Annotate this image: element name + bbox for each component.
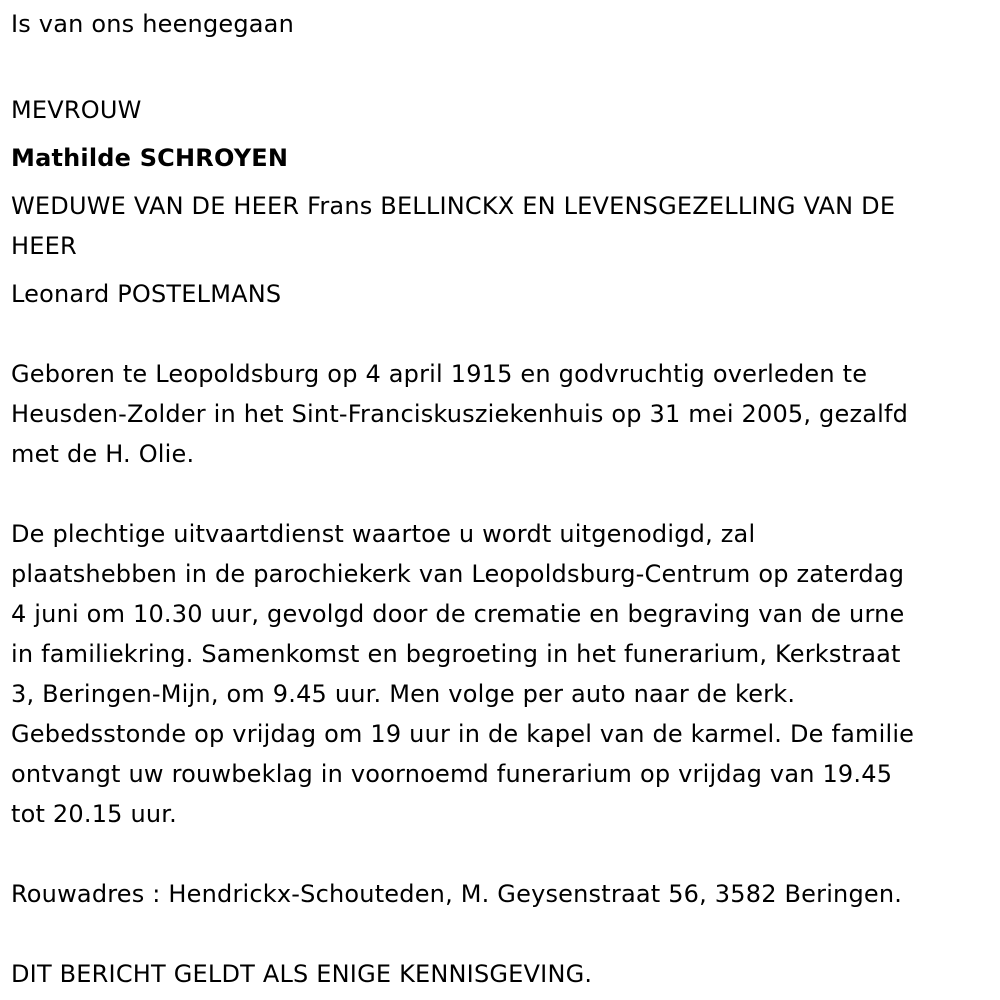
mourning-address: Rouwadres : Hendrickx-Schouteden, M. Geysenstraat 56, 3582 Beringen.: [11, 880, 903, 908]
spacer: [11, 178, 989, 186]
ceremony-line: plaatshebben in de parochiekerk van Leopoldsburg-Centrum op zaterdag: [11, 560, 905, 588]
birth-death-line: met de H. Olie.: [11, 440, 195, 468]
spacer: [11, 314, 989, 354]
relation-line-1: WEDUWE VAN DE HEER Frans BELLINCKX EN LEVENSGEZELLING VAN DE: [11, 192, 896, 220]
obituary-notice: [11, 0, 989, 994]
partner-name: Leonard POSTELMANS: [11, 280, 282, 308]
ceremony-line: De plechtige uitvaartdienst waartoe u wordt uitgenodigd, zal: [11, 520, 756, 548]
ceremony-line: tot 20.15 uur.: [11, 800, 177, 828]
spacer: [11, 834, 989, 874]
spacer: [11, 44, 989, 84]
closing-statement: DIT BERICHT GELDT ALS ENIGE KENNISGEVING.: [11, 960, 593, 988]
ceremony-line: 4 juni om 10.30 uur, gevolgd door de crematie en begraving van de urne: [11, 600, 905, 628]
spacer: [11, 914, 989, 954]
honorific: MEVROUW: [11, 96, 142, 124]
ceremony-line: ontvangt uw rouwbeklag in voornoemd funerarium op vrijdag van 19.45: [11, 760, 893, 788]
ceremony-line: Gebedsstonde op vrijdag om 19 uur in de kapel van de karmel. De familie: [11, 720, 915, 748]
deceased-name: Mathilde SCHROYEN: [11, 144, 289, 172]
intro-text: Is van ons heengegaan: [11, 10, 295, 38]
birth-death-line: Heusden-Zolder in het Sint-Franciskusziekenhuis op 31 mei 2005, gezalfd: [11, 400, 909, 428]
birth-death-line: Geboren te Leopoldsburg op 4 april 1915 en godvruchtig overleden te: [11, 360, 868, 388]
spacer: [11, 266, 989, 274]
spacer: [11, 130, 989, 138]
spacer: [11, 474, 989, 514]
ceremony-line: 3, Beringen-Mijn, om 9.45 uur. Men volge per auto naar de kerk.: [11, 680, 796, 708]
relation-line-2: HEER: [11, 232, 77, 260]
ceremony-line: in familiekring. Samenkomst en begroeting in het funerarium, Kerkstraat: [11, 640, 901, 668]
